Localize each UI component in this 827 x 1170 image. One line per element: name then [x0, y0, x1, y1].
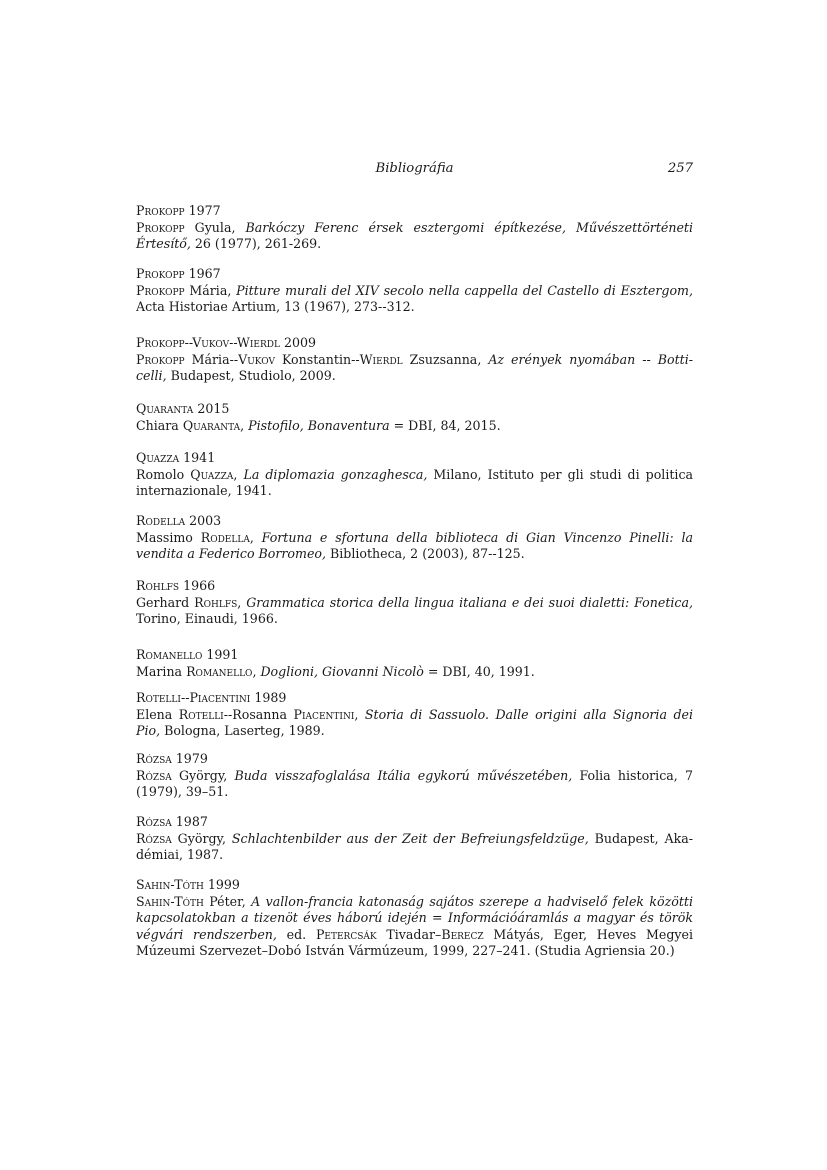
bibliography-entry [136, 203, 693, 253]
entry-key-name: Quaranta [136, 401, 194, 416]
author-rest: , [354, 706, 365, 722]
author-firstname: Chiara [136, 417, 183, 433]
entry-key-name: Rodella [136, 513, 186, 528]
work-title: Buda visszafoglalása Itália egykorú művészetében, [234, 767, 573, 783]
work-title: Schlachtenbilder aus der Zeit der Befreiungsfeldzüge, [231, 830, 589, 846]
entry-reference [136, 467, 693, 500]
author-firstname: Romolo [136, 466, 191, 482]
author-rest: Mária-- [184, 351, 239, 367]
publication-details: ed. [276, 926, 316, 942]
entry-reference [136, 707, 693, 740]
entry-key-name: Prokopp--Vukov--Wierdl [136, 335, 280, 350]
author-rest: , [249, 529, 262, 545]
entry-key-name: Rohlfs [136, 578, 180, 593]
author-surname: Vukov [238, 351, 275, 367]
entry-reference [136, 530, 693, 563]
editor-surname: Berecz [441, 926, 484, 942]
entry-reference [136, 768, 693, 801]
bibliography-entry [136, 647, 693, 680]
bibliography-entry [136, 690, 693, 740]
publication-details: = DBI, 84, 2015. [389, 417, 501, 433]
author-surname: Quazza [190, 466, 234, 482]
entry-key [136, 690, 693, 707]
entry-key [136, 513, 693, 530]
author-rest: , [240, 417, 249, 433]
publication-details: Budapest, Aka-démiai, 1987. [136, 830, 693, 863]
entry-key-year: 2009 [283, 335, 317, 350]
entry-key [136, 450, 693, 467]
publication-details: 26 (1977), 261-269. [190, 236, 322, 252]
work-title: Doglioni, Giovanni Nicolò [260, 663, 424, 679]
entry-key-name: Sahin-Tóth [136, 877, 204, 892]
entry-reference [136, 831, 693, 864]
entry-reference [136, 418, 693, 435]
entry-key-year: 2003 [189, 513, 222, 528]
author-rest: György, [171, 767, 235, 783]
author-surname: Piacentini [293, 706, 355, 722]
bibliography-entry [136, 814, 693, 864]
editor-rest: Tivadar– [376, 926, 442, 942]
entry-key-name: Prokopp [136, 266, 185, 281]
entry-key-year: 1991 [206, 647, 239, 662]
work-title: Barkóczy Ferenc érsek esztergomi építkezése, Művészettörténeti Értesítő, [136, 219, 693, 252]
entry-key-year: 1967 [188, 266, 221, 281]
publication-details: Bologna, Laserteg, 1989. [160, 723, 325, 739]
entry-key-year: 1977 [188, 203, 221, 218]
author-surname: Rotelli [178, 706, 224, 722]
entry-key-year: 1989 [254, 690, 287, 705]
author-rest: , [237, 594, 247, 610]
page-number: 257 [667, 161, 693, 176]
publication-details: Bibliotheca, 2 (2003), 87--125. [326, 546, 525, 562]
author-surname: Prokopp [136, 282, 185, 298]
entry-key [136, 647, 693, 664]
entry-key-year: 1941 [183, 450, 216, 465]
entry-key-year: 1966 [183, 578, 216, 593]
work-title: Pitture murali del XIV secolo nella cappella del Castello di Esztergom, [236, 282, 693, 298]
entry-key [136, 814, 693, 831]
entry-reference [136, 283, 693, 316]
bibliography-entry [136, 450, 693, 500]
bibliography-entry [136, 877, 693, 960]
publication-details: Folia historica, 7 (1979), 39–51. [136, 767, 694, 800]
publication-details: Torino, Einaudi, 1966. [136, 611, 278, 627]
author-firstname: Elena [136, 706, 179, 722]
author-surname: Quaranta [182, 417, 241, 433]
author-surname: Rózsa [136, 767, 172, 783]
entry-key-name: Romanello [136, 647, 203, 662]
work-title: La diplomazia gonzaghesca, [243, 466, 428, 482]
entry-key-year: 1987 [175, 814, 208, 829]
publication-details: Milano, Istituto per gli studi di politica internazionale, 1941. [136, 466, 694, 499]
work-title: A vallon-francia katonaság sajátos szerepe a hadviselő felek közötti kapcsolatokban a tizenöt éves háború idején = Információáramlás a magyar és török végvári rendszerben, [136, 893, 693, 942]
entry-reference [136, 220, 693, 253]
work-title: Pistofilo, Bonaventura [248, 417, 390, 433]
work-title: Grammatica storica della lingua italiana e dei suoi dialetti: Fonetica, [246, 594, 693, 610]
publication-details: = DBI, 40, 1991. [423, 663, 535, 679]
bibliography-entry [136, 335, 693, 385]
author-firstname: Gerhard [136, 594, 195, 610]
author-rest: Konstantin-- [274, 351, 360, 367]
entry-reference [136, 595, 693, 628]
bibliography-entry [136, 751, 693, 801]
author-rest: György, [171, 830, 232, 846]
author-rest: Gyula, [184, 219, 246, 235]
entry-reference [136, 352, 693, 385]
author-rest: Mária, [184, 282, 237, 298]
entry-key [136, 203, 693, 220]
entry-key [136, 877, 693, 894]
entry-key [136, 751, 693, 768]
publication-details: Acta Historiae Artium, 13 (1967), 273--312. [136, 299, 415, 315]
work-title: Az erények nyomában -- Botti-celli, [136, 351, 693, 384]
author-rest: , [233, 466, 244, 482]
author-surname: Wierdl [359, 351, 403, 367]
work-title: Storia di Sassuolo. Dalle origini alla Signoria dei Pio, [136, 706, 694, 739]
entry-key [136, 401, 693, 418]
entry-key-year: 1999 [207, 877, 240, 892]
entry-key [136, 266, 693, 283]
running-head [136, 161, 693, 179]
bibliography-entry [136, 513, 693, 563]
author-surname: Rodella [200, 529, 250, 545]
entry-key [136, 578, 693, 595]
author-firstname: Marina [136, 663, 187, 679]
running-title: Bibliográfia [375, 161, 454, 176]
work-title: Fortuna e sfortuna della biblioteca di Gian Vincenzo Pinelli: la vendita a Federico Borromeo, [136, 529, 693, 562]
bibliography-entry [136, 401, 693, 434]
entry-key-year: 1979 [175, 751, 208, 766]
entry-key-name: Prokopp [136, 203, 185, 218]
entry-key [136, 335, 693, 352]
publication-details: Budapest, Studiolo, 2009. [166, 368, 336, 384]
author-surname: Prokopp [136, 351, 185, 367]
author-surname: Prokopp [136, 219, 185, 235]
author-surname: Rohlfs [194, 594, 238, 610]
author-rest: Zsuzsanna, [402, 351, 489, 367]
editor-surname: Petercsák [315, 926, 377, 942]
entry-reference [136, 664, 693, 681]
author-surname: Romanello [186, 663, 253, 679]
author-rest: --Rosanna [223, 706, 294, 722]
entry-key-name: Quazza [136, 450, 180, 465]
author-surname: Rózsa [136, 830, 172, 846]
editor-rest: Mátyás, Eger, Heves Megyei Múzeumi Szervezet–Dobó István Vármúzeum, 1999, 227–241. (Studia Agriensia 20.) [136, 926, 694, 959]
author-rest: , [252, 663, 261, 679]
entry-reference [136, 894, 693, 960]
author-rest: Péter, [203, 893, 252, 909]
bibliography-entry [136, 578, 693, 628]
entry-key-name: Rózsa [136, 814, 172, 829]
bibliography-entry [136, 266, 693, 316]
entry-key-name: Rózsa [136, 751, 172, 766]
author-surname: Sahin-Tóth [136, 893, 204, 909]
entry-key-year: 2015 [197, 401, 230, 416]
author-firstname: Massimo [136, 529, 201, 545]
entry-key-name: Rotelli--Piacentini [136, 690, 251, 705]
